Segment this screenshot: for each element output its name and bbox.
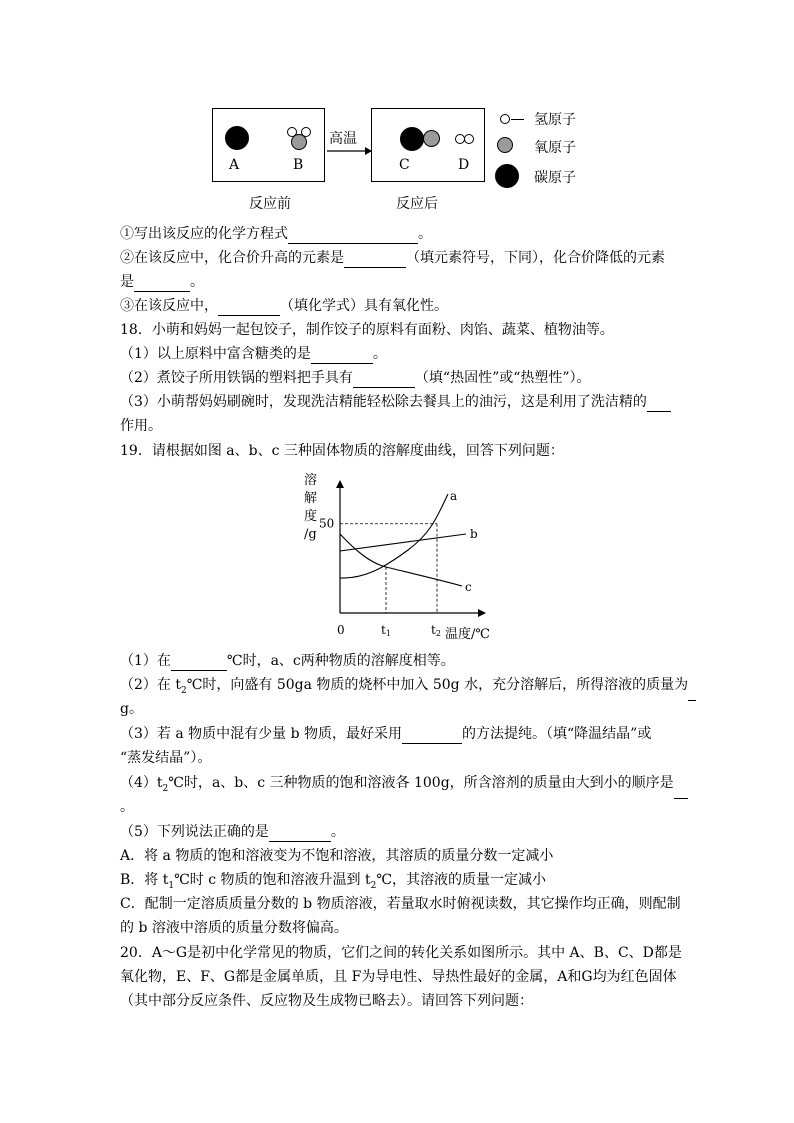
q17-part2-end: 。	[190, 274, 204, 290]
legend-carbon-label: 碳原子	[534, 170, 576, 186]
oxygen-atom-B	[291, 134, 307, 150]
label-C: C	[399, 157, 410, 173]
q19-option-C-line2-text: 的 b 溶液中溶质的质量分数将偏高。	[120, 920, 348, 936]
oxygen-atom-icon	[497, 137, 513, 153]
q19-sub3-line2	[120, 748, 680, 768]
q19-stem-text: 19．请根据如图 a、b、c 三种固体物质的溶解度曲线，回答下列问题：	[120, 443, 564, 459]
q18-sub2-end: （填“热固性”或“热塑性”）。	[414, 370, 591, 386]
hydrogen-atom-D2	[464, 134, 474, 144]
q19-sub4-post: ℃时，a、b、c 三种物质的饱和溶液各 100g，所含溶剂的质量由大到小的顺序是	[168, 775, 674, 791]
q20-line3	[120, 991, 680, 1011]
curve-a-label: a	[450, 489, 458, 503]
q18-sub1-text: （1）以上原料中富含糖类的是	[120, 346, 311, 362]
q19-option-B-mid: ℃时 c 物质的饱和溶液升温到 t	[174, 872, 371, 888]
q19-option-B	[120, 870, 680, 896]
q19-sub1	[120, 651, 680, 671]
q19-sub5-pre: （5）下列说法正确的是	[120, 824, 269, 840]
reaction-arrow	[325, 146, 373, 156]
q18-sub2	[120, 368, 680, 388]
q19-sub2	[120, 675, 689, 701]
chart-curves	[340, 494, 466, 586]
q20-line3-text: （其中部分反应条件、反应物及生成物已略去）。请回答下列问题：	[120, 993, 533, 1009]
q18-answer-blank-3[interactable]	[647, 395, 671, 412]
before-box	[212, 108, 325, 182]
curve-b	[340, 534, 466, 551]
q17-part2-line2	[120, 272, 680, 292]
q19-option-C-line2	[120, 918, 680, 938]
before-caption: 反应前	[249, 196, 291, 212]
q18-sub1	[120, 344, 680, 364]
y-axis-arrow	[336, 480, 344, 488]
solubility-chart	[290, 470, 510, 645]
carbon-atom-A	[225, 126, 249, 150]
q19-option-B-post: ℃，其溶液的质量一定减小	[376, 872, 546, 888]
q17-part2-line2-text: 是	[120, 274, 134, 290]
x-tick-t1: t1	[381, 623, 391, 638]
curve-a	[340, 494, 448, 578]
q19-option-C	[120, 894, 680, 914]
q20-line1	[120, 943, 680, 963]
q19-sub5-end: 。	[330, 824, 345, 840]
q18-sub3	[120, 392, 680, 412]
q19-answer-blank-1[interactable]	[171, 654, 227, 671]
q18-stem-text: 18．小萌和妈妈一起包饺子，制作饺子的原料有面粉、肉馅、蔬菜、植物油等。	[120, 322, 614, 338]
q17-part2-text: ②在该反应中，化合价升高的元素是	[120, 250, 344, 266]
legend-hydrogen-label: 氢原子	[534, 112, 576, 128]
q20-line2	[120, 967, 680, 987]
y-axis-label-3: /g	[304, 527, 317, 542]
q19-option-C-text: C．配制一定溶质质量分数的 b 物质溶液，若量取水时俯视读数，其它操作均正确，则配制	[120, 896, 681, 912]
chart-texts	[304, 472, 490, 642]
q19-sub2-line2	[120, 699, 680, 719]
origin-label: 0	[337, 623, 345, 637]
q19-sub4-line2	[120, 797, 680, 817]
x-axis-arrow	[478, 609, 486, 617]
q20-line2-text: 氧化物，E、F、G都是金属单质，且 F为导电性、导热性最好的金属，A和G均为红色固体	[120, 969, 677, 985]
q20-line1-text: 20．A～G是初中化学常见的物质，它们之间的转化关系如图所示。其中 A、B、C、D都是	[120, 945, 682, 961]
q19-stem	[120, 441, 680, 461]
label-D: D	[458, 157, 470, 173]
curve-b-label: b	[470, 527, 478, 541]
q19-sub4-pre: （4）t	[120, 775, 163, 791]
y-axis-label-2: 度	[304, 509, 318, 524]
q17-part3-post: （填化学式）具有氧化性。	[280, 298, 448, 314]
oxygen-atom-C	[423, 130, 440, 147]
carbon-atom-icon	[495, 164, 519, 188]
q17-part3	[120, 296, 680, 316]
q18-sub3-text: （3）小萌帮妈妈刷碗时，发现洗洁精能轻松除去餐具上的油污，这是利用了洗洁精的	[120, 394, 647, 410]
q19-sub3-post: 的方法提纯。（填“降温结晶”或	[462, 726, 652, 742]
q19-answer-blank-5[interactable]	[269, 825, 331, 842]
q19-sub1-post: ℃时，a、c两种物质的溶解度相等。	[226, 653, 455, 669]
q19-sub2-subscript: 2	[180, 685, 187, 696]
y-tick-50: 50	[319, 516, 335, 531]
q19-option-B-pre: B．将 t	[120, 872, 169, 888]
q19-sub3-pre: （3）若 a 物质中混有少量 b 物质，最好采用	[120, 726, 403, 742]
q17-answer-blank-3[interactable]	[134, 275, 190, 292]
q19-option-B-sub2: 2	[370, 880, 377, 891]
q18-sub2-text: （2）煮饺子所用铁锅的塑料把手具有	[120, 370, 353, 386]
q17-part2	[120, 248, 680, 268]
q18-answer-blank-2[interactable]	[353, 371, 415, 388]
q18-answer-blank-1[interactable]	[311, 347, 373, 364]
q19-sub1-pre: （1）在	[120, 653, 171, 669]
label-A: A	[229, 157, 240, 173]
q18-sub3-line2-text: 作用。	[120, 418, 162, 434]
q17-part1	[120, 224, 680, 244]
hydrogen-atom-icon	[500, 114, 510, 124]
arrow-label: 高温	[329, 131, 357, 147]
legend-dash-icon	[511, 118, 525, 122]
q17-answer-blank-2[interactable]	[344, 251, 406, 268]
label-B: B	[293, 157, 304, 173]
q17-part2-mid: （填元素符号，下同），化合价降低的元素	[406, 250, 665, 266]
carbon-atom-C	[400, 127, 424, 151]
x-tick-t2: t2	[431, 623, 441, 638]
q19-option-A	[120, 846, 680, 866]
y-axis-label-1: 解	[304, 491, 318, 506]
q19-answer-blank-2[interactable]	[688, 684, 696, 701]
after-caption: 反应后	[396, 196, 438, 212]
curve-c	[340, 534, 462, 586]
q19-sub4-line2-text: 。	[120, 799, 134, 815]
q19-answer-blank-3[interactable]	[402, 727, 462, 744]
q17-answer-blank-4[interactable]	[218, 299, 280, 316]
q19-sub2-post: ℃时，向盛有 50ga 物质的烧杯中加入 50g 水，充分溶解后，所得溶液的质量为	[186, 677, 689, 693]
legend-oxygen-label: 氧原子	[534, 140, 576, 156]
q17-part1-text: ①写出该反应的化学方程式	[120, 226, 288, 242]
x-axis-label: 温度/℃	[445, 627, 490, 642]
q19-option-B-sub1: 1	[168, 880, 175, 891]
q18-stem	[120, 320, 680, 340]
q18-sub3-line2	[120, 416, 680, 436]
q19-sub2-pre: （2）在 t	[120, 677, 181, 693]
y-axis-label-0: 溶	[304, 473, 318, 488]
q19-sub4-subscript: 2	[162, 783, 169, 794]
q19-sub4	[120, 773, 680, 799]
q17-part1-end: 。	[418, 226, 432, 242]
after-box	[371, 108, 485, 182]
q19-sub3	[120, 724, 680, 744]
q18-sub1-end: 。	[372, 346, 387, 362]
curve-c-label: c	[465, 580, 472, 594]
q19-sub2-line2-text: g。	[120, 701, 143, 717]
q19-option-A-text: A．将 a 物质的饱和溶液变为不饱和溶液，其溶质的质量分数一定减小	[120, 848, 554, 864]
q17-answer-blank-1[interactable]	[288, 227, 418, 244]
q19-sub3-line2-text: “蒸发结晶”）。	[120, 750, 212, 766]
q19-sub5	[120, 822, 680, 842]
q17-part3-pre: ③在该反应中，	[120, 298, 218, 314]
